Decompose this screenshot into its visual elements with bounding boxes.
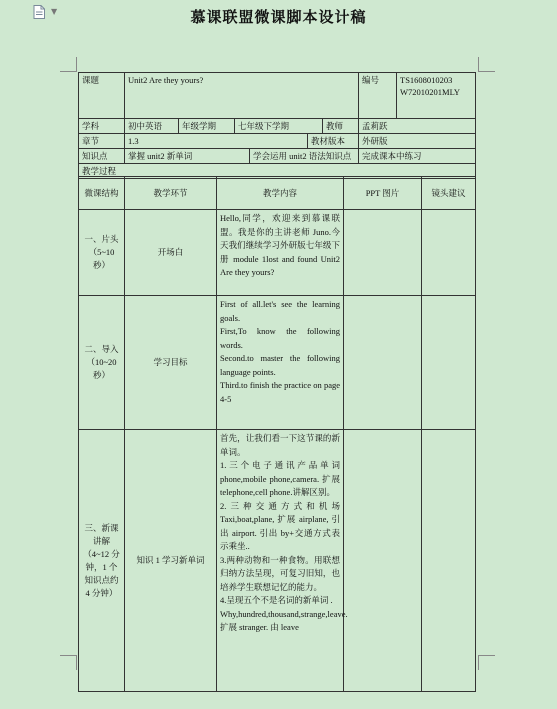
column-header: 镜头建议 — [422, 177, 476, 210]
lesson-table — [78, 176, 476, 692]
knowledge-item: 掌握 unit2 新单词 — [125, 149, 250, 164]
content-line: 2.三种交通方式和机场 Taxi,boat,plane, 扩展 airplane, 引出 airport. 引出 by+交通方式表示乘坐.. — [220, 500, 340, 551]
stage-cell: 开场白 — [125, 210, 217, 296]
column-header: 微课结构 — [79, 177, 125, 210]
stage-cell: 知识 1 学习新单词 — [125, 430, 217, 692]
content-line: Why,hundred,thousand,strange,leave.扩展 stranger. 由 leave — [220, 608, 348, 632]
column-header: 教学环节 — [125, 177, 217, 210]
grade-value: 七年级下学期 — [235, 119, 323, 134]
teacher-label: 教师 — [323, 119, 359, 134]
code-label: 编号 — [359, 73, 397, 119]
shot-cell — [422, 430, 476, 692]
chapter-value: 1.3 — [125, 134, 308, 149]
stage-cell: 学习目标 — [125, 296, 217, 430]
content-line: 3.两种动物和一种食物。用联想归纳方法呈现，可复习旧知，也培养学生联想记忆的能力。 — [220, 554, 340, 592]
content-line: 4.呈现五个不是名词的新单词 . — [220, 595, 333, 605]
grade-label: 年级学期 — [179, 119, 235, 134]
column-header: 教学内容 — [217, 177, 344, 210]
shot-cell — [422, 296, 476, 430]
table-row — [79, 430, 476, 692]
textbook-value: 外研版 — [359, 134, 476, 149]
crop-mark — [60, 57, 77, 72]
crop-mark — [60, 655, 77, 670]
structure-cell: 二、导入（10~20 秒） — [79, 296, 125, 430]
content-line: First of all.let's see the learning goals. — [220, 299, 340, 323]
structure-cell: 三、新课讲解（4~12 分钟，1 个知识点约 4 分钟） — [79, 430, 125, 692]
topic-value: Unit2 Are they yours? — [125, 73, 359, 119]
structure-cell: 一、片头（5~10 秒） — [79, 210, 125, 296]
ppt-cell — [344, 210, 422, 296]
dropdown-caret-icon[interactable]: ▼ — [51, 7, 58, 16]
ppt-cell — [344, 430, 422, 692]
process-label: 教学过程 — [79, 164, 476, 179]
table-row — [79, 296, 476, 430]
code-value: TS1608010203 W72010201MLY — [397, 73, 476, 119]
content-cell — [217, 430, 348, 692]
content-line: Hello,同学，欢迎来到慕课联盟。我是你的主讲老师 Juno.今天我们继续学习外研版七年级下册 module 1lost and found Unit2 Are they yours? — [220, 213, 340, 277]
topic-label: 课题 — [79, 73, 125, 119]
content-line: Third.to finish the practice on page 4-5 — [220, 380, 340, 404]
knowledge-item: 完成课本中练习 — [359, 149, 476, 164]
subject-value: 初中英语 — [125, 119, 179, 134]
crop-mark — [478, 655, 495, 670]
table-row — [79, 210, 476, 296]
crop-mark — [478, 57, 495, 72]
content-line: First,To know the following words. — [220, 326, 340, 350]
content-line: 首先，让我们看一下这节课的新单词。 — [220, 433, 340, 457]
subject-label: 学科 — [79, 119, 125, 134]
content-line: 1.三个电子通讯产品单词 phone,mobile phone,camera. 扩展 telephone,cell phone.讲解区别。 — [220, 460, 340, 497]
knowledge-label: 知识点 — [79, 149, 125, 164]
knowledge-item: 学会运用 unit2 语法知识点 — [250, 149, 359, 164]
meta-table — [78, 72, 476, 179]
column-header: PPT 图片 — [344, 177, 422, 210]
ppt-cell — [344, 296, 422, 430]
content-cell — [217, 296, 344, 430]
teacher-value: 孟莉跃 — [359, 119, 476, 134]
content-cell — [217, 210, 344, 296]
content-line: Second.to master the following language points. — [220, 353, 340, 377]
chapter-label: 章节 — [79, 134, 125, 149]
page-title: 慕课联盟微课脚本设计稿 — [190, 8, 367, 26]
textbook-label: 教材版本 — [308, 134, 359, 149]
shot-cell — [422, 210, 476, 296]
table-header-row — [79, 177, 476, 210]
